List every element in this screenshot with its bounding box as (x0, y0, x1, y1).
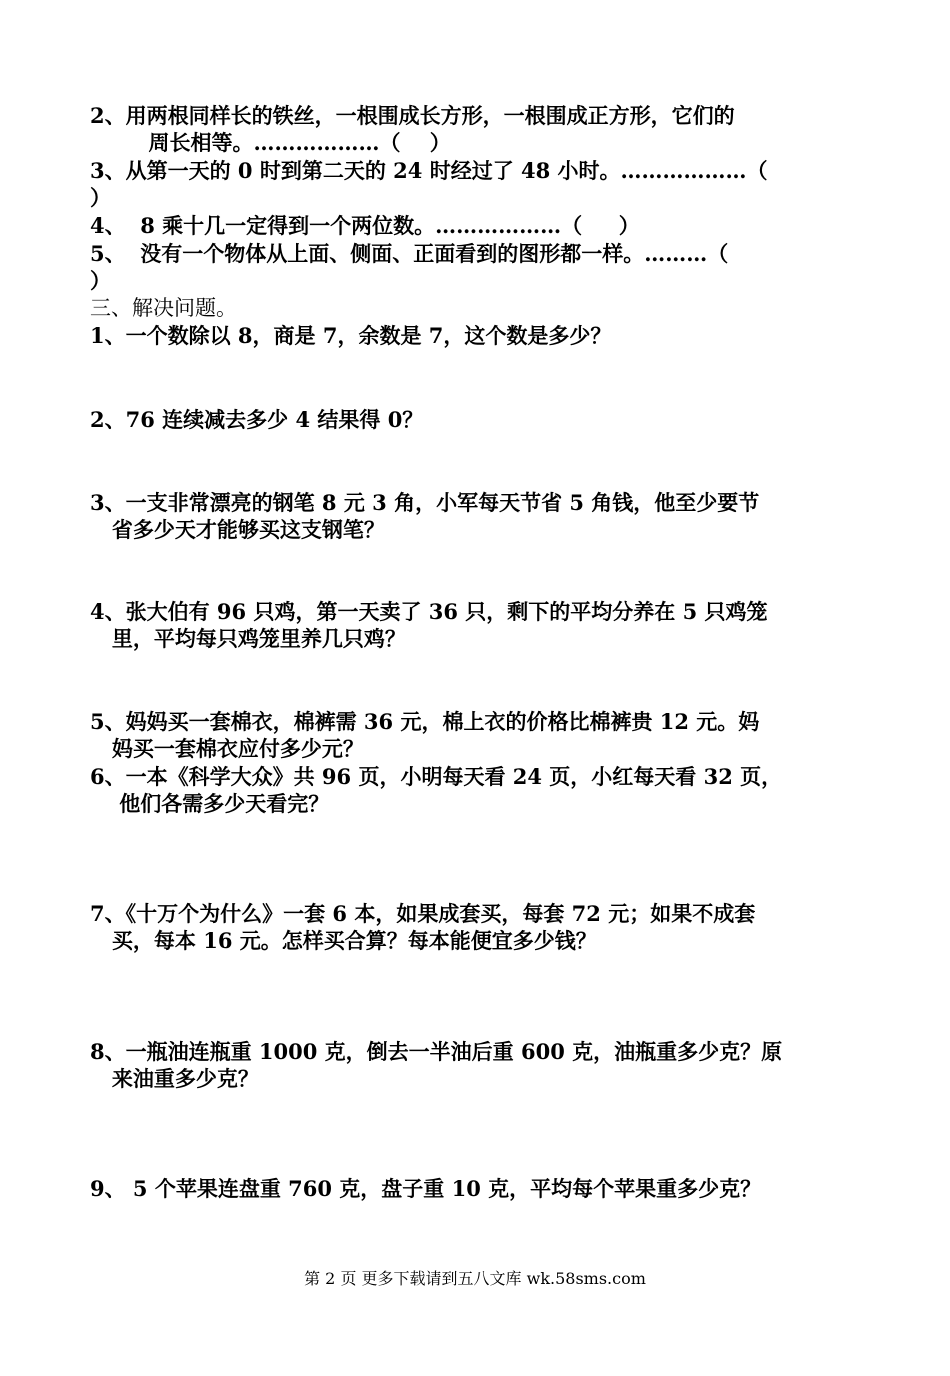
problem-2-line-1: 2、76 连续减去多少 4 结果得 0？ (90, 407, 424, 432)
judge-3-line-1: 3、从第一天的 0 时到第二天的 24 时经过了 48 小时。………………（ (90, 158, 768, 183)
problem-7-line-2: 买，每本 16 元。怎样买合算？每本能便宜多少钱？ (90, 928, 597, 953)
problem-4-line-2: 里，平均每只鸡笼里养几只鸡？ (90, 626, 406, 651)
judge-4-line-1: 4、 8 乘十几一定得到一个两位数。………………（ ） (90, 213, 640, 238)
problem-6-line-2: 他们各需多少天看完？ (90, 791, 330, 816)
judge-5-line-2: ） (90, 268, 111, 293)
problem-3-line-1: 3、一支非常漂亮的钢笔 8 元 3 角，小军每天节省 5 角钱，他至少要节 (90, 490, 760, 515)
section-title: 三、解决问题。 (90, 296, 237, 320)
problem-8-line-2: 来油重多少克？ (90, 1066, 259, 1091)
judge-3-line-2: ） (90, 185, 111, 210)
problem-1-line-1: 1、一个数除以 8，商是 7，余数是 7，这个数是多少？ (90, 323, 612, 348)
problem-4-line-1: 4、张大伯有 96 只鸡，第一天卖了 36 只，剩下的平均分养在 5 只鸡笼 (90, 599, 768, 624)
judge-2-line-1: 2、用两根同样长的铁丝，一根围成长方形，一根围成正方形，它们的 (90, 103, 735, 128)
problem-6-line-1: 6、一本《科学大众》共 96 页，小明每天看 24 页，小红每天看 32 页， (90, 764, 783, 789)
page-footer: 第 2 页 更多下载请到五八文库 wk.58sms.com (304, 1269, 646, 1288)
judge-5-line-1: 5、 没有一个物体从上面、侧面、正面看到的图形都一样。………（ (90, 241, 729, 266)
problem-5-line-1: 5、妈妈买一套棉衣，棉裤需 36 元，棉上衣的价格比棉裤贵 12 元。妈 (90, 709, 760, 734)
judge-2-line-2: 周长相等。………………（ ） (90, 130, 451, 155)
problem-9-line-1: 9、 5 个苹果连盘重 760 克，盘子重 10 克，平均每个苹果重多少克？ (90, 1176, 762, 1201)
problem-3-line-2: 省多少天才能够买这支钢笔？ (90, 517, 385, 542)
problem-7-line-1: 7、《十万个为什么》一套 6 本，如果成套买，每套 72 元；如果不成套 (90, 901, 756, 926)
problem-5-line-2: 妈买一套棉衣应付多少元？ (90, 736, 364, 761)
problem-8-line-1: 8、一瓶油连瓶重 1000 克，倒去一半油后重 600 克，油瓶重多少克？原 (90, 1039, 783, 1064)
